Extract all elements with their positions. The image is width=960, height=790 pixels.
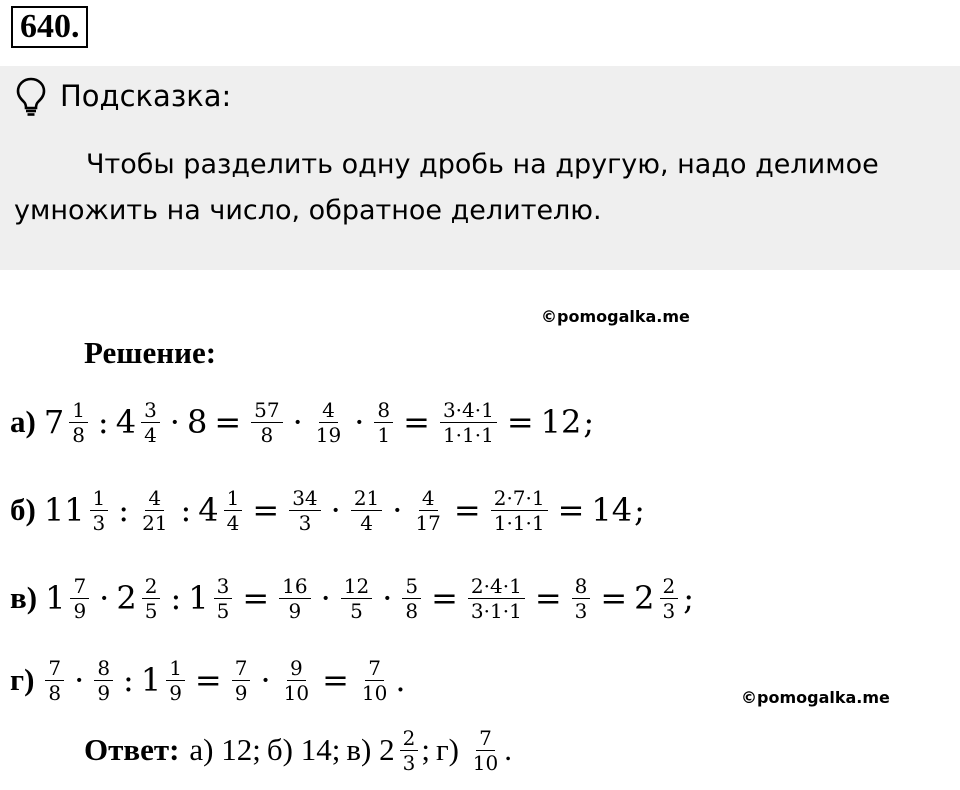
punctuation: . [395,661,406,699]
number: 12 [540,403,582,441]
fraction [45,656,64,705]
mixed-number [44,486,111,535]
operator: · [292,403,303,441]
denominator: 3 [574,598,588,623]
numerator: 3 [214,574,233,599]
numerator: 7 [476,726,495,751]
watermark: ©pomogalka.me [741,688,890,707]
denominator: 9 [288,598,302,623]
numerator: 1 [166,656,185,681]
denominator: 5 [216,598,230,623]
mixed-number [45,574,92,623]
answer-value: 12; [221,732,261,767]
answer-part [346,726,430,775]
denominator: 3 [662,598,676,623]
punctuation: ; [421,732,430,767]
fraction [214,574,233,623]
numerator: 8 [374,398,393,423]
denominator: 3 [92,510,106,535]
fraction [232,656,251,705]
numerator: 2 [660,574,679,599]
operator: · [320,579,331,617]
fraction [660,574,679,623]
numerator: 1 [69,398,88,423]
hint-box [0,66,960,270]
punctuation: ; [583,403,595,441]
answer-label: а) [189,732,214,767]
mixed-number [116,398,163,447]
fraction [412,486,443,535]
numerator: 8 [94,656,113,681]
denominator: 3 [402,750,416,775]
numerator: 9 [287,656,306,681]
operator: · [74,661,85,699]
mixed-number [44,398,91,447]
fraction [468,574,525,623]
numerator: 2·4·1 [468,574,525,599]
operator: = [214,403,242,441]
denominator: 10 [283,680,310,705]
solution-line-b [10,470,645,550]
numerator: 4 [419,486,438,511]
hint-text: Чтобы разделить одну дробь на другую, надо делимое умножить на число, обратное делителю. [14,149,879,226]
numerator: 34 [289,486,320,511]
numerator: 2 [142,574,161,599]
numerator: 2·7·1 [491,486,548,511]
fraction [70,574,89,623]
answer-part [267,732,340,768]
operator: = [252,491,280,529]
lightbulb-icon [14,76,48,116]
numerator: 4 [319,398,338,423]
operator: : [170,579,182,617]
denominator: 10 [472,750,499,775]
denominator: 17 [415,510,441,535]
solution-line-a [10,382,594,462]
fraction [251,398,282,447]
numerator: 2 [400,726,419,751]
fraction [341,574,372,623]
number: 14 [591,491,633,529]
numerator: 12 [341,574,372,599]
operator: · [260,661,271,699]
answer-title: Ответ: [84,732,180,767]
whole-part: 1 [188,579,209,617]
fraction [351,486,382,535]
operator: · [99,579,110,617]
denominator: 1 [377,422,391,447]
fraction [491,486,548,535]
hint-title: Подсказка: [60,79,232,113]
line-label: г) [10,662,35,697]
answer-part [436,726,512,775]
fraction [470,726,501,775]
line-label: в) [10,580,38,615]
operator: : [118,491,130,529]
operator: · [330,491,341,529]
line-label: б) [10,492,36,527]
denominator: 9 [234,680,248,705]
operator: : [97,403,109,441]
operator: = [431,579,458,617]
denominator: 3·1·1 [470,598,522,623]
mixed-number [116,574,163,623]
whole-part: 1 [140,661,162,699]
numerator: 1 [90,486,109,511]
denominator: 8 [72,422,85,447]
operator: = [600,579,628,617]
punctuation: . [504,732,512,767]
mixed-number [188,574,235,623]
whole-part: 2 [379,732,395,767]
watermark: ©pomogalka.me [541,307,690,326]
denominator: 5 [144,598,158,623]
mixed-number [141,656,188,705]
fraction [279,574,310,623]
operator: = [403,403,430,441]
answer-value: 14; [300,732,341,767]
operator: · [354,403,365,441]
operator: : [180,491,192,529]
numerator: 7 [232,656,251,681]
whole-part: 2 [634,579,655,617]
numerator: 21 [351,486,382,511]
fraction [359,656,390,705]
operator: · [169,403,180,441]
fraction [141,398,160,447]
operator: = [194,661,222,699]
numerator: 3·4·1 [440,398,497,423]
numerator: 7 [365,656,384,681]
denominator: 9 [97,680,111,705]
denominator: 8 [405,598,419,623]
denominator: 1·1·1 [493,510,545,535]
line-label: а) [10,404,36,439]
solution-heading: Решение: [84,335,217,370]
denominator: 8 [260,422,274,447]
denominator: 9 [169,680,182,705]
number: 8 [186,403,208,441]
fraction [374,398,393,447]
operator: · [382,579,393,617]
operator: = [557,491,585,529]
answer-label: г) [435,732,459,767]
fraction [402,574,421,623]
denominator: 19 [315,422,342,447]
whole-part: 4 [198,491,219,529]
whole-part: 4 [115,403,137,441]
operator: = [534,579,562,617]
numerator: 3 [141,398,160,423]
whole-part: 2 [116,579,137,617]
punctuation: ; [683,579,695,617]
fraction [90,486,109,535]
fraction [94,656,113,705]
denominator: 3 [298,510,312,535]
fraction [400,726,419,775]
operator: = [506,403,534,441]
denominator: 5 [350,598,363,623]
denominator: 21 [142,510,168,535]
mixed-number [198,486,245,535]
answer-label: б) [266,732,293,767]
solution-line-g [10,640,406,720]
numerator: 7 [70,574,89,599]
operator: · [392,491,403,529]
fraction [224,486,243,535]
denominator: 4 [360,510,373,535]
operator: = [453,491,481,529]
whole-part: 7 [43,403,65,441]
numerator: 1 [224,486,243,511]
mixed-number [634,574,681,623]
numerator: 4 [145,486,164,511]
whole-part: 1 [45,579,66,617]
operator: = [242,579,270,617]
fraction [572,574,591,623]
problem-number: 640. [11,6,88,48]
numerator: 16 [279,574,310,599]
fraction [440,398,497,447]
operator: = [322,661,349,699]
whole-part: 11 [43,491,85,529]
fraction [313,398,344,447]
punctuation: ; [634,491,645,529]
fraction [281,656,312,705]
answer-label: в) [346,732,372,767]
numerator: 5 [402,574,421,599]
fraction [139,486,170,535]
fraction [69,398,88,447]
denominator: 10 [361,680,388,705]
numerator: 7 [45,656,64,681]
denominator: 8 [48,680,62,705]
denominator: 9 [73,598,87,623]
denominator: 1·1·1 [442,422,494,447]
answer-part [189,732,260,768]
fraction [289,486,320,535]
solution-line-v [10,558,694,638]
answer [84,710,518,790]
answer-parts [189,726,518,775]
numerator: 57 [251,398,282,423]
numerator: 8 [572,574,591,599]
operator: : [123,661,134,699]
fraction [142,574,161,623]
denominator: 4 [144,422,157,447]
denominator: 4 [226,510,240,535]
fraction [166,656,185,705]
